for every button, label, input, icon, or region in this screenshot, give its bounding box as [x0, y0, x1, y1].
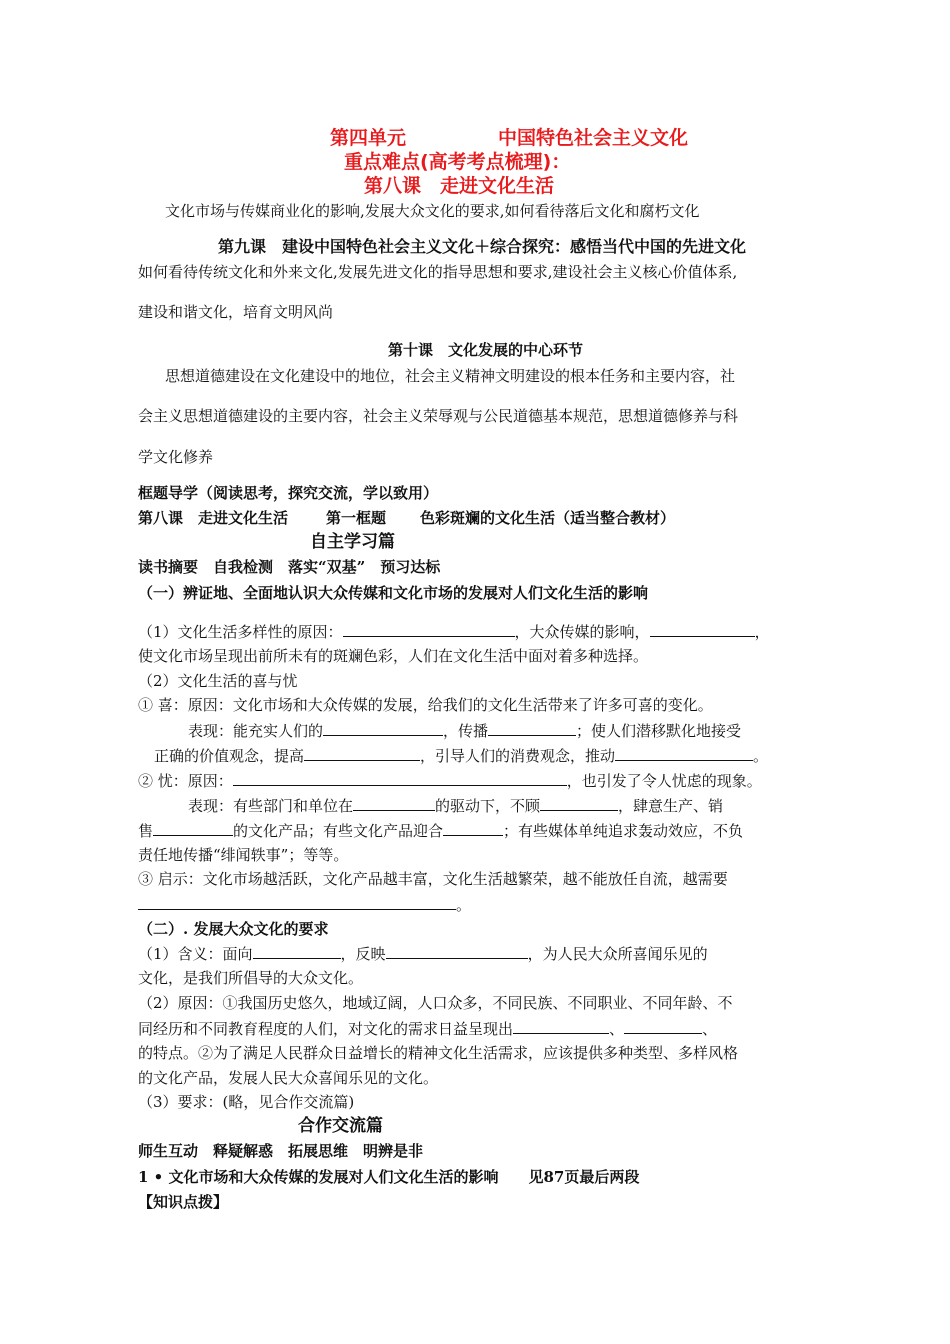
- q1-text-b: ，大众传媒的影响，: [514, 623, 650, 641]
- blank-field[interactable]: [304, 745, 420, 761]
- blank-field[interactable]: [153, 820, 233, 836]
- worry-text-4: 的驱动下，不顾: [435, 797, 541, 815]
- guide-frame-title: 色彩斑斓的文化生活（适当整合教材）: [420, 509, 676, 527]
- worry-text-2: ，也引发了令人忧虑的现象。: [566, 772, 762, 790]
- insight-end: 。: [456, 896, 472, 914]
- joy-show-line2: [154, 745, 768, 766]
- key-points-title: 重点难点(高考考点梳理)：: [344, 151, 571, 173]
- lesson8-title: 第八课 走进文化生活: [364, 175, 555, 197]
- blank-field[interactable]: [386, 943, 528, 959]
- reason-text-3: 、: [702, 1020, 718, 1038]
- worry-show-line2: [138, 820, 743, 841]
- guide-lesson-line: [138, 508, 675, 528]
- lesson10-points-line3: 学文化修养: [138, 448, 214, 466]
- blank-field[interactable]: [540, 795, 618, 811]
- blank-field[interactable]: [343, 621, 515, 637]
- blank-field[interactable]: [488, 720, 576, 736]
- q2-heading: （2）文化生活的喜与忧: [138, 672, 298, 690]
- blank-field[interactable]: [615, 745, 753, 761]
- reason-line4: 的文化产品，发展人民大众喜闻乐见的文化。: [138, 1069, 439, 1087]
- joy-text-6: 。: [753, 747, 769, 765]
- reason-line3: 的特点。②为了满足人民群众日益增长的精神文化生活需求，应该提供多种类型、多样风格: [138, 1044, 739, 1062]
- joy-text-4: 正确的价值观念，提高: [154, 747, 305, 765]
- section1-heading: （一）辨证地、全面地认识大众传媒和文化市场的发展对人们文化生活的影响: [138, 584, 649, 602]
- q1-line1: [138, 621, 770, 642]
- knowledge-tip: 【知识点拨】: [138, 1193, 229, 1211]
- section2-heading: （二）. 发展大众文化的要求: [138, 920, 329, 938]
- cooperation-tags: 师生互动 释疑解惑 拓展思维 明辨是非: [138, 1142, 424, 1160]
- blank-field[interactable]: [323, 720, 443, 736]
- unit-name: 中国特色社会主义文化: [498, 127, 689, 149]
- meaning-text-2: ，反映: [340, 945, 386, 963]
- q1-text-a: （1）文化生活多样性的原因：: [138, 623, 343, 641]
- blank-field[interactable]: [138, 894, 456, 910]
- lesson9-points-line1: 如何看待传统文化和外来文化,发展先进文化的指导思想和要求,建设社会主义核心价值体系,: [138, 263, 738, 281]
- joy-reason: ① 喜：原因：文化市场和大众传媒的发展，给我们的文化生活带来了许多可喜的变化。: [138, 696, 713, 714]
- joy-text-1: 表现：能充实人们的: [188, 722, 324, 740]
- reason-line2: [138, 1018, 717, 1039]
- reason-text-1: 同经历和不同教育程度的人们，对文化的需求日益呈现出: [138, 1020, 514, 1038]
- blank-field[interactable]: [624, 1018, 702, 1034]
- worry-text-1: ② 忧：原因：: [138, 772, 233, 790]
- meaning-text-3: ，为人民大众所喜闻乐见的: [527, 945, 708, 963]
- insight-line1: ③ 启示：文化市场越活跃，文化产品越丰富，文化生活越繁荣，越不能放任自流，越需要: [138, 870, 728, 888]
- blank-field[interactable]: [513, 1018, 609, 1034]
- cooperation-item1: 1 • 文化市场和大众传媒的发展对人们文化生活的影响 见87页最后两段: [138, 1168, 640, 1186]
- joy-text-5: ，引导人们的消费观念，推动: [420, 747, 616, 765]
- worry-reason: [138, 770, 762, 791]
- blank-field[interactable]: [233, 770, 567, 786]
- blank-field[interactable]: [443, 820, 503, 836]
- lesson10-title: 第十课 文化发展的中心环节: [388, 341, 584, 359]
- meaning-text-1: （1）含义：面向: [138, 945, 253, 963]
- worry-show-line3: 责任地传播“绯闻轶事”；等等。: [138, 846, 349, 864]
- cooperation-title: 合作交流篇: [298, 1116, 383, 1136]
- meaning-line2: 文化，是我们所倡导的大众文化。: [138, 969, 364, 987]
- reason-line1: （2）原因：①我国历史悠久，地域辽阔，人口众多，不同民族、不同职业、不同年龄、不: [138, 994, 733, 1012]
- guide-heading: 框题导学（阅读思考，探究交流，学以致用）: [138, 484, 439, 502]
- lesson10-points-line2: 会主义思想道德建设的主要内容，社会主义荣辱观与公民道德基本规范，思想道德修养与科: [138, 407, 739, 425]
- lesson8-points: 文化市场与传媒商业化的影响,发展大众文化的要求,如何看待落后文化和腐朽文化: [165, 202, 700, 220]
- worry-text-7: 的文化产品；有些文化产品迎合: [233, 822, 444, 840]
- guide-lesson: 第八课 走进文化生活: [138, 509, 289, 527]
- blank-field[interactable]: [253, 943, 341, 959]
- lesson9-title: 第九课 建设中国特色社会主义文化＋综合探究：感悟当代中国的先进文化: [218, 237, 747, 256]
- worry-text-3: 表现：有些部门和单位在: [188, 797, 354, 815]
- joy-text-2: ，传播: [443, 722, 489, 740]
- q1-line2: 使文化市场呈现出前所未有的斑斓色彩，人们在文化生活中面对着多种选择。: [138, 647, 649, 665]
- worry-show-line1: [188, 795, 723, 816]
- self-study-title: 自主学习篇: [310, 532, 395, 552]
- lesson10-points-line1: 思想道德建设在文化建设中的地位，社会主义精神文明建设的根本任务和主要内容，社: [165, 367, 736, 385]
- worry-text-8: ；有些媒体单纯追求轰动效应，不负: [503, 822, 744, 840]
- blank-field[interactable]: [353, 795, 435, 811]
- joy-text-3: ；使人们潜移默化地接受: [576, 722, 742, 740]
- meaning-line1: [138, 943, 708, 964]
- lesson9-points-line2: 建设和谐文化，培育文明风尚: [138, 303, 334, 321]
- reason-text-2: 、: [609, 1020, 625, 1038]
- blank-field[interactable]: [650, 621, 755, 637]
- guide-frame: 第一框题: [326, 509, 387, 527]
- requirement-line: （3）要求：(略，见合作交流篇): [138, 1093, 355, 1111]
- unit-label: 第四单元: [330, 127, 407, 149]
- insight-line2: [138, 894, 471, 915]
- worry-text-5: ，肆意生产、销: [618, 797, 724, 815]
- self-study-tags: 读书摘要 自我检测 落实“双基” 预习达标: [138, 558, 441, 576]
- worry-text-6: 售: [138, 822, 154, 840]
- q1-text-c: ，: [754, 623, 770, 641]
- joy-show-line1: [188, 720, 741, 741]
